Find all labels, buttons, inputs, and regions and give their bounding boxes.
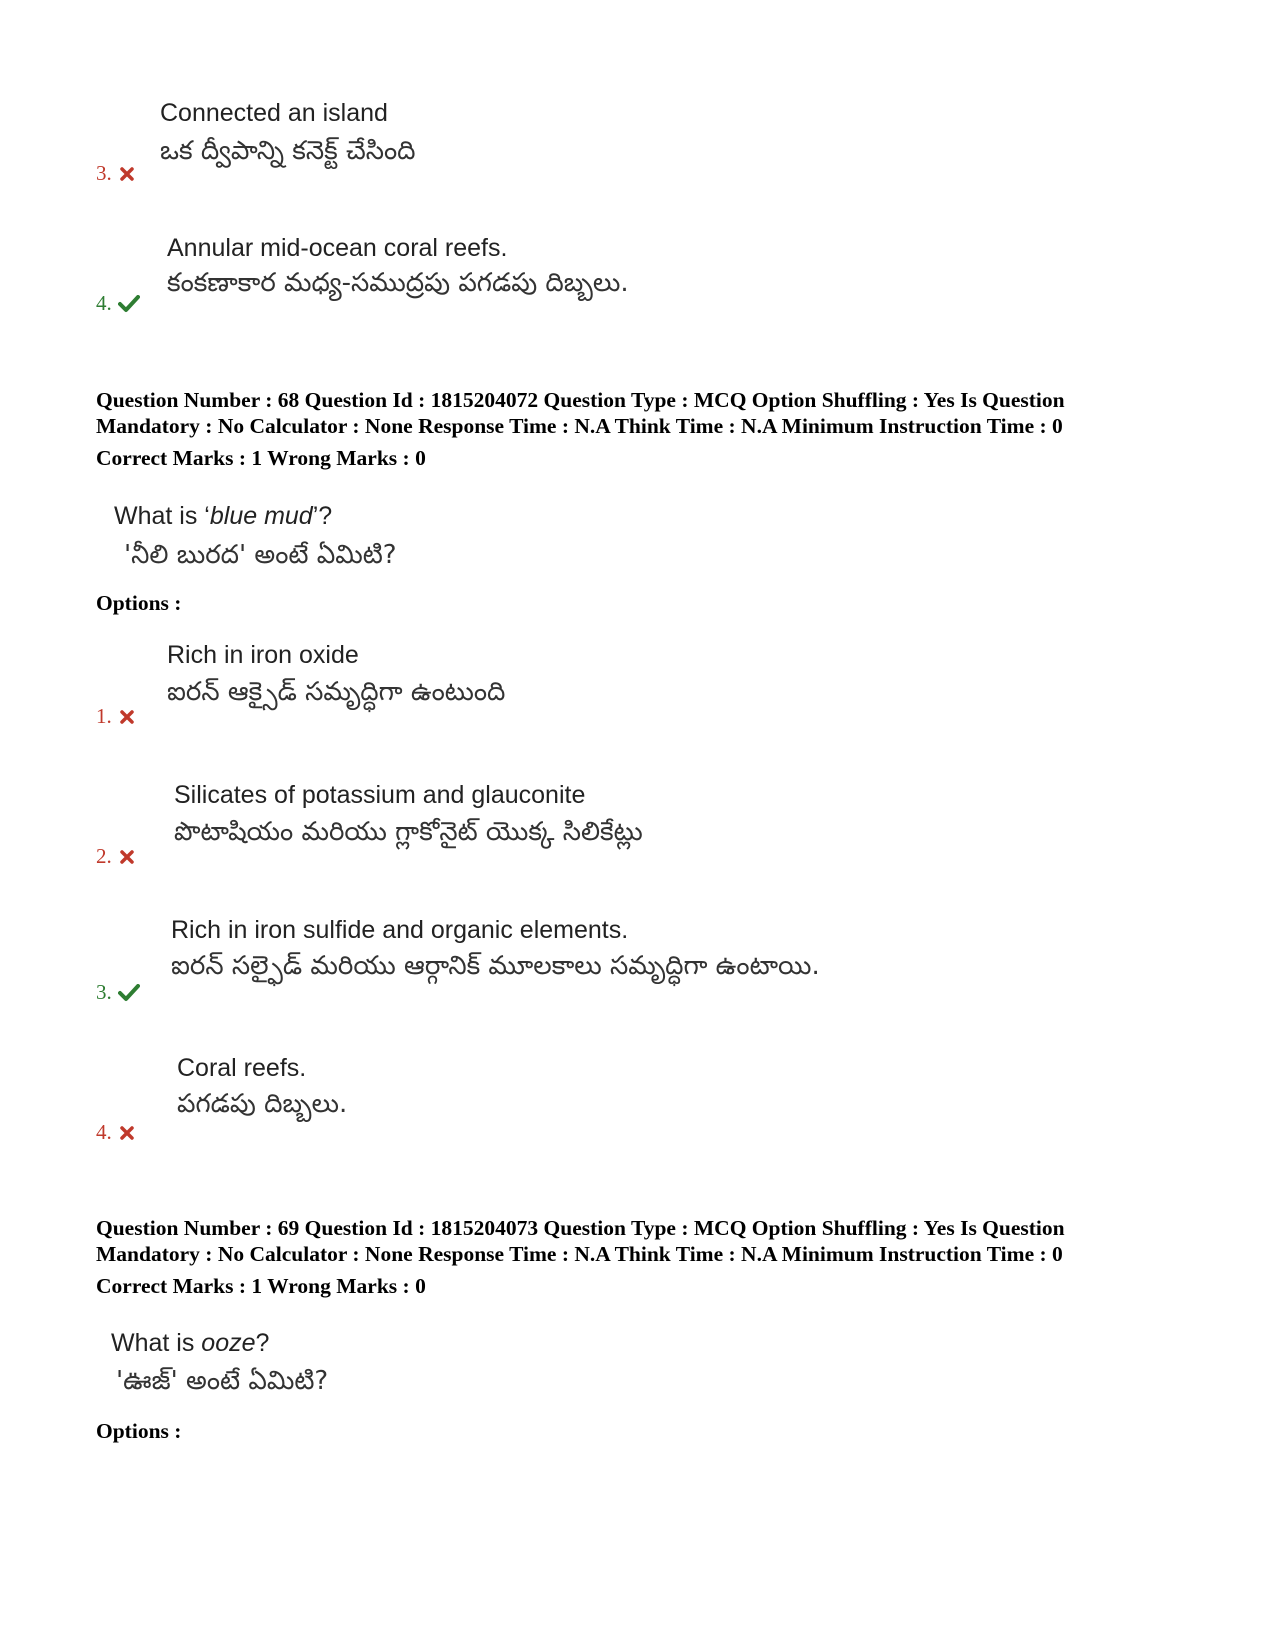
q69-meta-line1: Question Number : 69 Question Id : 1815204073 Question Type : MCQ Option Shuffling : Yes Is Question xyxy=(96,1216,1065,1240)
q68-option-3-marker xyxy=(96,980,136,1004)
q68-option-1-telugu: ఐరన్ ఆక్సైడ్ సమృద్ధిగా ఉంటుంది xyxy=(167,677,506,707)
q68-option-2-english: Silicates of potassium and glauconite xyxy=(174,781,586,809)
q68-option-2-telugu: పొటాషియం మరియు గ్లాకోనైట్ యొక్క సిలికేట్లు xyxy=(174,817,643,847)
q68-question-prefix: What is ‘ xyxy=(114,502,210,530)
q68-option-1-marker xyxy=(96,704,136,728)
option-number: 3. xyxy=(96,161,112,185)
prev-option-4-english: Annular mid-ocean coral reefs. xyxy=(167,234,508,262)
option-number: 4. xyxy=(96,1120,112,1144)
check-icon xyxy=(118,294,136,312)
q68-marks: Correct Marks : 1 Wrong Marks : 0 xyxy=(96,446,426,470)
check-icon xyxy=(118,983,136,1001)
q69-marks: Correct Marks : 1 Wrong Marks : 0 xyxy=(96,1274,426,1298)
prev-option-4-telugu: కంకణాకార మధ్య-సముద్రపు పగడపు దిబ్బలు. xyxy=(167,268,629,298)
q68-options-label: Options : xyxy=(96,591,182,615)
q68-option-4-english: Coral reefs. xyxy=(177,1054,307,1082)
q68-question-english xyxy=(114,501,332,531)
q68-question-telugu: 'నీలి బురద' అంటే ఏమిటి? xyxy=(124,540,397,570)
option-number: 1. xyxy=(96,704,112,728)
q68-option-2-marker xyxy=(96,844,136,868)
q68-option-4-marker xyxy=(96,1120,136,1144)
prev-option-3-telugu: ఒక ద్వీపాన్ని కనెక్ట్ చేసింది xyxy=(160,136,416,166)
q69-question-telugu: 'ఊజ్' అంటే ఏమిటి? xyxy=(116,1366,329,1396)
option-number: 4. xyxy=(96,291,112,315)
q68-meta-line1: Question Number : 68 Question Id : 1815204072 Question Type : MCQ Option Shuffling : Yes Is Question xyxy=(96,388,1065,412)
q68-meta-line2: Mandatory : No Calculator : None Response Time : N.A Think Time : N.A Minimum Instruction Time : 0 xyxy=(96,414,1063,438)
prev-option-4-marker xyxy=(96,291,136,315)
q69-question-term: ooze xyxy=(201,1329,256,1357)
q69-question-prefix: What is xyxy=(111,1329,202,1357)
q69-question-english xyxy=(111,1328,269,1358)
option-number: 2. xyxy=(96,844,112,868)
q69-meta-line2: Mandatory : No Calculator : None Response Time : N.A Think Time : N.A Minimum Instruction Time : 0 xyxy=(96,1242,1063,1266)
option-number: 3. xyxy=(96,980,112,1004)
cross-icon xyxy=(118,707,136,725)
prev-option-3-marker xyxy=(96,161,136,185)
q68-option-1-english: Rich in iron oxide xyxy=(167,641,359,669)
q68-option-3-telugu: ఐరన్ సల్ఫైడ్ మరియు ఆర్గానిక్ మూలకాలు సమృద్ధిగా ఉంటాయి. xyxy=(171,951,820,981)
q68-question-term: blue mud xyxy=(209,502,313,530)
q68-option-3-english: Rich in iron sulfide and organic elements. xyxy=(171,916,629,944)
cross-icon xyxy=(118,847,136,865)
q68-question-suffix: ’? xyxy=(312,502,333,530)
q69-options-label: Options : xyxy=(96,1419,182,1443)
prev-option-3-english: Connected an island xyxy=(160,99,388,127)
q69-question-suffix: ? xyxy=(255,1329,270,1357)
cross-icon xyxy=(118,1123,136,1141)
cross-icon xyxy=(118,164,136,182)
q68-option-4-telugu: పగడపు దిబ్బలు. xyxy=(177,1089,348,1119)
